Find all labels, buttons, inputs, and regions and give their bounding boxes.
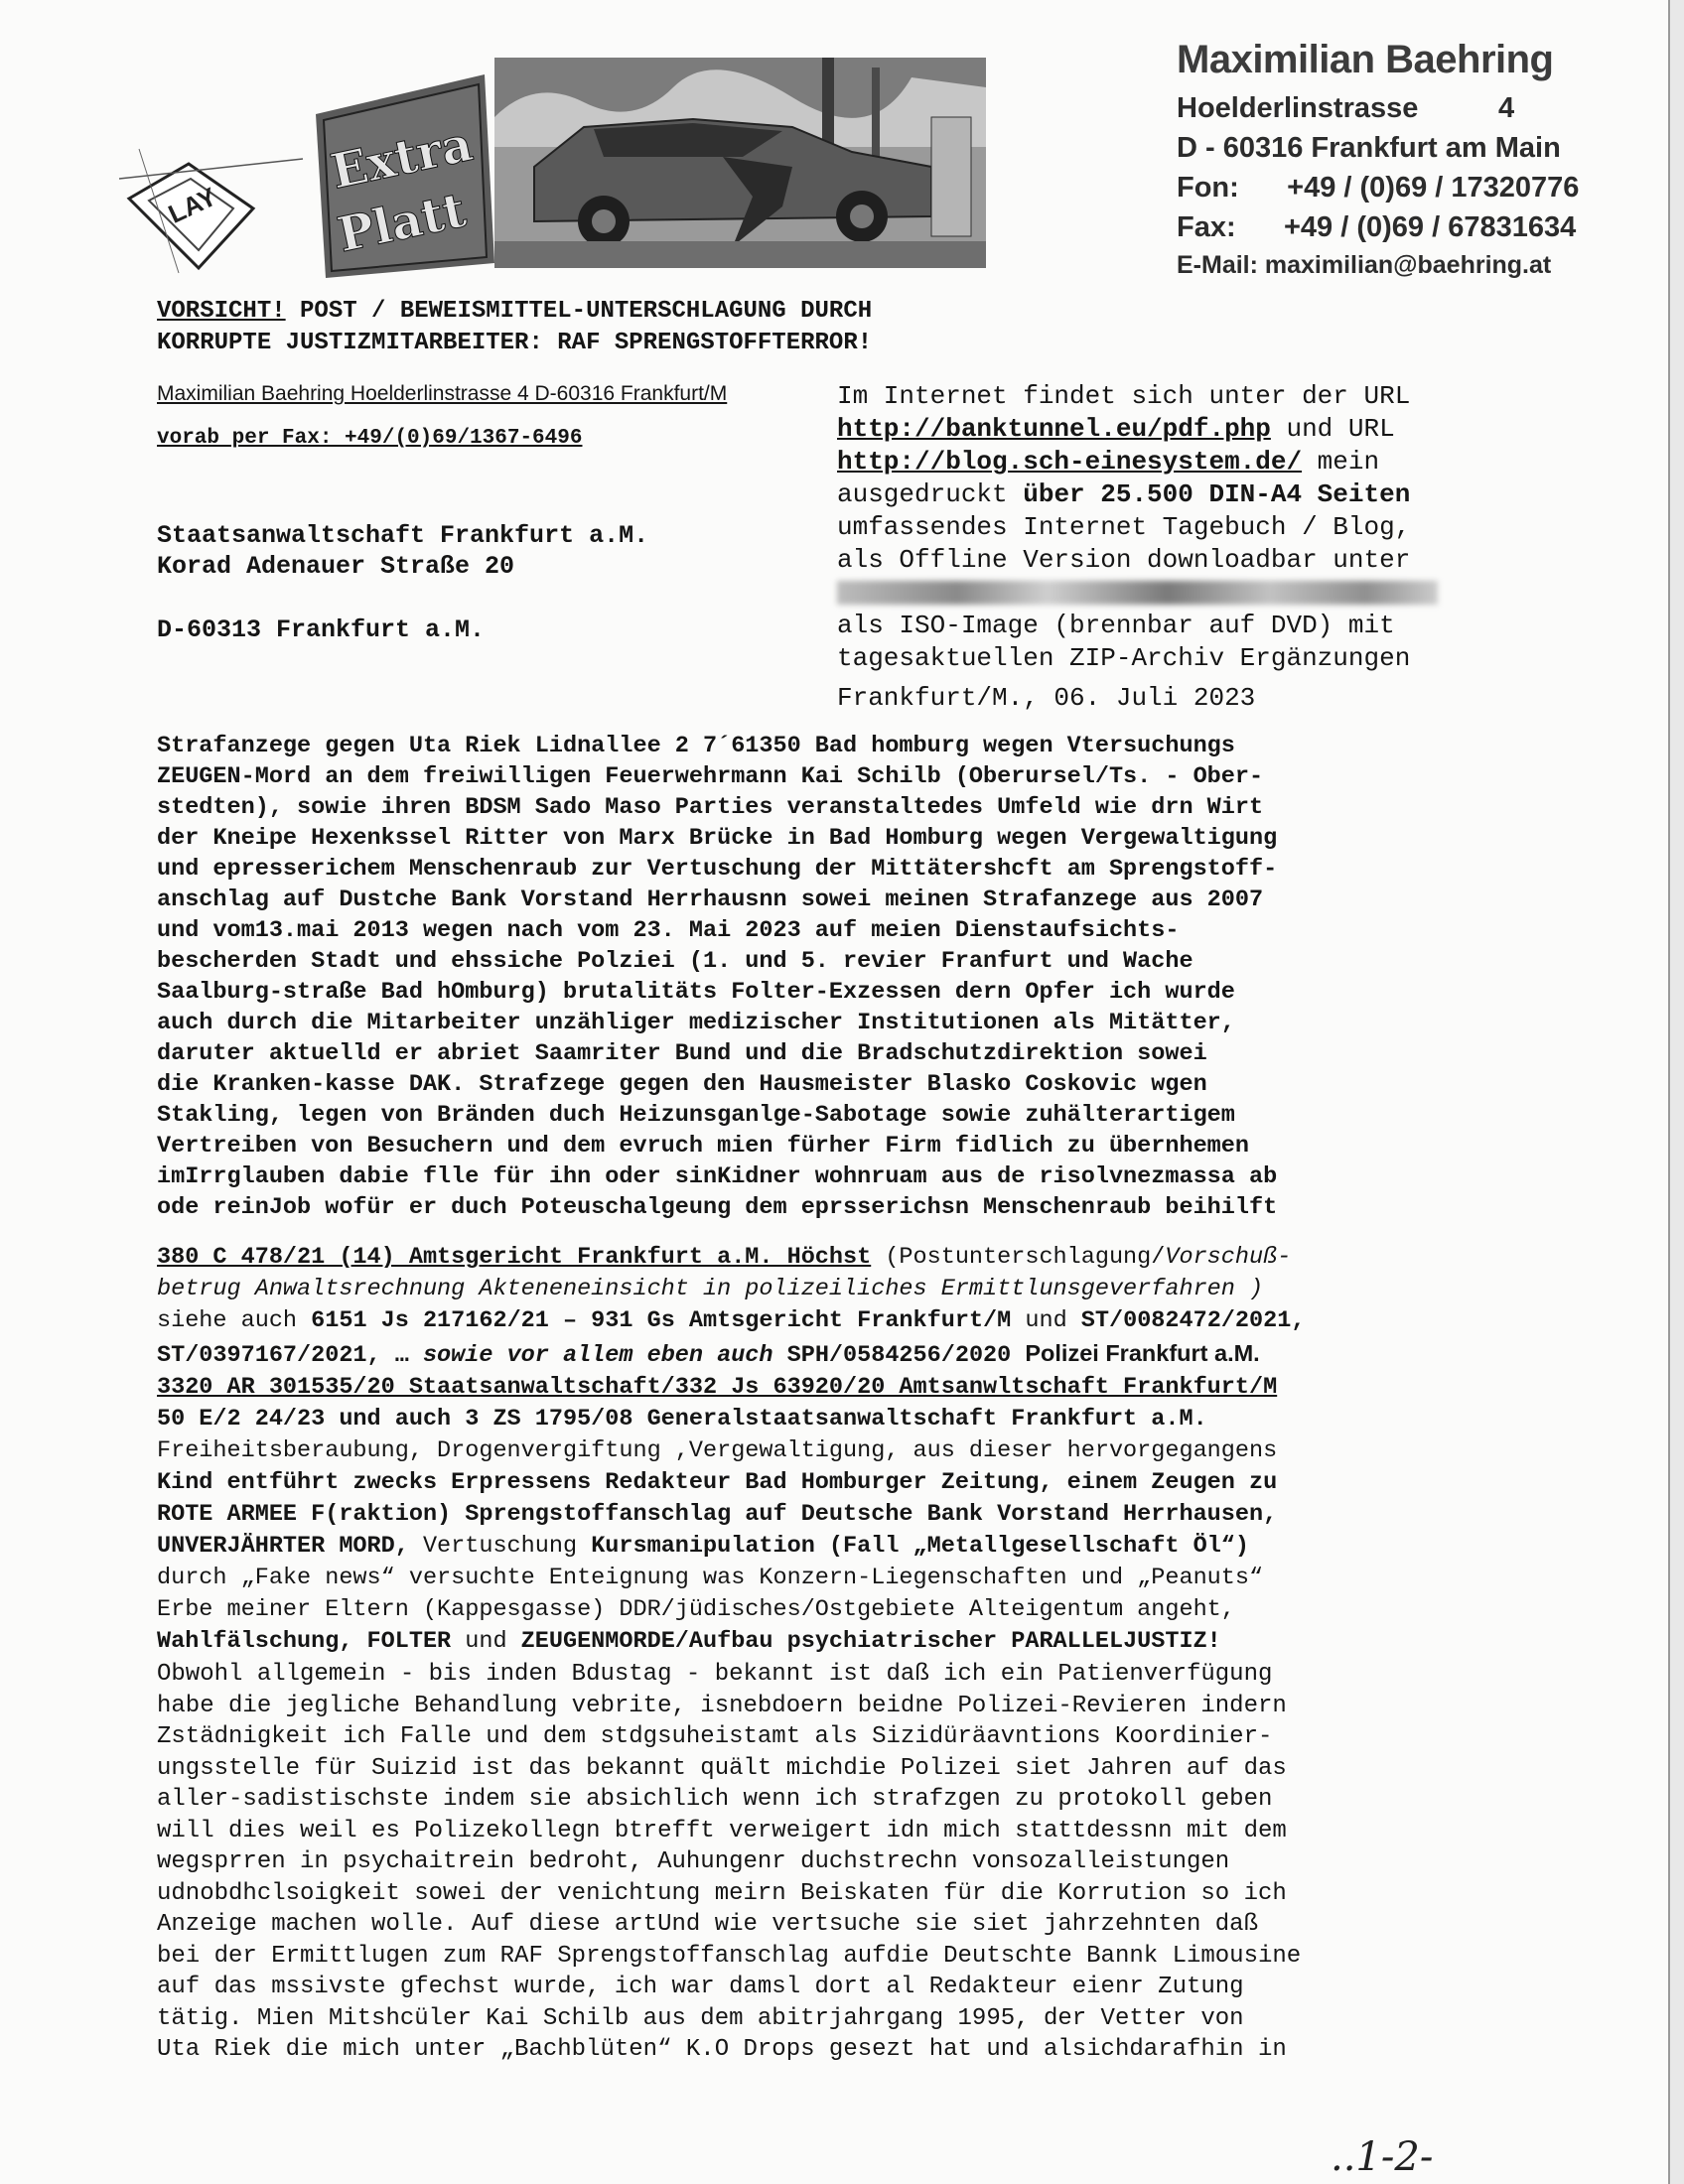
complaint-line: Stakling, legen von Bränden duch Heizunsganlge-Sabotage sowie zuhälterartigem: [157, 1102, 1235, 1129]
letterhead-phone: Fon: +49 / (0)69 / 17320776: [1177, 172, 1580, 204]
notice-line5: umfassendes Internet Tagebuch / Blog,: [837, 512, 1411, 542]
notice-line9: tagesaktuellen ZIP-Archiv Ergänzungen: [837, 643, 1411, 673]
complaint-line: Vertreiben von Besuchern und dem evruch mien fürher Firm fidlich zu übernhemen: [157, 1133, 1249, 1160]
fax-line: vorab per Fax: +49/(0)69/1367-6496: [157, 427, 583, 450]
complaint-line: Saalburg-straße Bad hOmburg) brutalitäts Folter-Exzessen dern Opfer ich wurde: [157, 979, 1235, 1006]
explanation-line: Obwohl allgemein - bis inden Bdustag - bekannt ist daß ich ein Patienverfügung: [157, 1661, 1273, 1688]
case-references: [157, 1242, 1487, 1658]
notice-line6: als Offline Version downloadbar unter: [837, 545, 1411, 575]
warning-caution: VORSICHT!: [157, 298, 286, 325]
notice-line3: http://blog.sch-einesystem.de/ mein: [837, 447, 1380, 477]
explanation-line: tätig. Mien Mitshcüler Kai Schilb aus dem abitrjahrgang 1995, der Vetter von: [157, 2004, 1244, 2032]
notice-line8: als ISO-Image (brennbar auf DVD) mit: [837, 611, 1395, 640]
complaint-line: imIrrglauben dabie flle für ihn oder sinKidner wohnruam aus de risolvnezmassa ab: [157, 1163, 1278, 1190]
page-number-handwritten: ..1-2-: [1331, 2134, 1434, 2180]
notice-redacted: [837, 577, 1492, 610]
ref-line8: Kind entführt zwecks Erpressens Redakteur Bad Homburger Zeitung, einem Zeugen zu: [157, 1469, 1278, 1496]
explanation-line: habe die jegliche Behandlung vebrite, isnebdoern beidne Polizei-Revieren indern: [157, 1692, 1287, 1719]
ref-line4: ST/0397167/2021, … sowie vor allem eben auch SPH/0584256/2020 Polizei Frankfurt a.M.: [157, 1340, 1260, 1369]
ref-line7: Freiheitsberaubung, Drogenvergiftung ,Vergewaltigung, aus dieser hervorgegangens: [157, 1437, 1278, 1464]
explanation-line: auf das mssivste gfechst wurde, ich war damsl dort al Redakteur eienr Zutung: [157, 1974, 1244, 2000]
ref-line5: 3320 AR 301535/20 Staatsanwaltschaft/332 Js 63920/20 Amtsanwltschaft Frankfurt/M: [157, 1374, 1278, 1401]
lay-logo: [119, 139, 308, 278]
explanation-line: Anzeige machen wolle. Auf diese artUnd wie vertsuche sie siet jahrzehnten daß: [157, 1911, 1258, 1938]
ref-line11: durch „Fake news“ versuchte Enteignung was Konzern-Liegenschaften und „Peanuts“: [157, 1565, 1264, 1591]
warning-line2: KORRUPTE JUSTIZMITARBEITER: RAF SPRENGSTOFFTERROR!: [157, 330, 873, 356]
letterhead-email: E-Mail: maximilian@baehring.at: [1177, 251, 1552, 279]
explanation-line: bei der Ermittlugen zum RAF Sprengstoffanschlag aufdie Deutschte Bannk Limousine: [157, 1942, 1302, 1970]
explanation-line: Zstädnigkeit ich Falle und dem stdgsuheistamt als Sizidüräavntions Koordinier-: [157, 1723, 1273, 1750]
explanation-line: udnobdhclsoigkeit sowei der venichtung meirn Beiskaten für die Korrution so ich: [157, 1879, 1287, 1907]
explanation-line: ungsstelle für Suizid ist das bekannt quält michdie Polizei siet Jahren auf das: [157, 1754, 1287, 1782]
banktunnel-link[interactable]: http://banktunnel.eu/pdf.php: [837, 414, 1271, 444]
letterhead-city: D - 60316 Frankfurt am Main: [1177, 132, 1561, 164]
ref-line12: Erbe meiner Eltern (Kappesgasse) DDR/jüdisches/Ostgebiete Alteigentum angeht,: [157, 1596, 1235, 1623]
complaint-line: daruter aktuelld er abriet Saamriter Bund und die Bradschutzdirektion sowei: [157, 1040, 1207, 1067]
banner-line2: Platt: [333, 182, 471, 264]
complaint-line: ZEUGEN-Mord an dem freiwilligen Feuerwehrmann Kai Schilb (Oberursel/Ts. - Ober-: [157, 763, 1264, 790]
complaint-line: und epresserichem Menschenraub zur Vertuschung der Mittätershcft am Sprengstoff-: [157, 856, 1278, 883]
explanation-line: Uta Riek die mich unter „Bachblüten“ K.O Drops gesezt hat und alsichdarafhin in: [157, 2036, 1287, 2063]
notice-line4: ausgedruckt über 25.500 DIN-A4 Seiten: [837, 479, 1411, 509]
warning-heading: [157, 296, 872, 359]
explanation-line: will dies weil es Polizekollegn btrefft verweigert idn mich stattdessnn mit dem: [157, 1817, 1287, 1844]
warning-line1-rest: POST / BEWEISMITTEL-UNTERSCHLAGUNG DURCH: [285, 298, 873, 325]
ref-line2: betrug Anwaltsrechnung Akteneneinsicht in polizeiliches Ermittlunsgeverfahren ): [157, 1276, 1264, 1302]
logo-text: LAY: [163, 181, 221, 229]
complaint-line: auch durch die Mitarbeiter unzähliger medizischer Institutionen als Mitätter,: [157, 1010, 1235, 1036]
complaint-line: bescherden Stadt und ehssiche Polziei (1. und 5. revier Franfurt und Wache: [157, 948, 1193, 975]
letterhead-fax: Fax: +49 / (0)69 / 67831634: [1177, 211, 1577, 243]
recipient-line2: Korad Adenauer Straße 20: [157, 552, 515, 581]
ref-line6: 50 E/2 24/23 und auch 3 ZS 1795/08 Generalstaatsanwaltschaft Frankfurt a.M.: [157, 1406, 1207, 1433]
blog-link[interactable]: http://blog.sch-einesystem.de/: [837, 447, 1303, 477]
explanation-paragraph: [157, 1659, 1487, 2066]
ref-line9: ROTE ARMEE F(raktion) Sprengstoffanschlag auf Deutsche Bank Vorstand Herrhausen,: [157, 1501, 1278, 1528]
ref-line10: UNVERJÄHRTER MORD, Vertuschung Kursmanipulation (Fall „Metallgesellschaft Öl“): [157, 1533, 1249, 1560]
ref-line13: Wahlfälschung, FOLTER und ZEUGENMORDE/Aufbau psychiatrischer PARALLELJUSTIZ!: [157, 1628, 1221, 1655]
complaint-line: und vom13.mai 2013 wegen nach vom 23. Mai 2023 auf meien Dienstaufsichts-: [157, 917, 1180, 944]
notice-line2: http://banktunnel.eu/pdf.php und URL: [837, 414, 1395, 444]
scan-edge: [1668, 0, 1684, 2184]
redacted-url-blur: [837, 581, 1438, 605]
recipient-line3: D-60313 Frankfurt a.M.: [157, 615, 486, 644]
letterhead-name: Maximilian Baehring: [1177, 38, 1554, 81]
notice-line1: Im Internet findet sich unter der URL: [837, 381, 1411, 411]
explanation-line: wegsprren in psychaitrein bedroht, Auhungenr duchstrechn vonsozalleistungen: [157, 1848, 1230, 1875]
sender-line: Maximilian Baehring Hoelderlinstrasse 4 D-60316 Frankfurt/M: [157, 382, 728, 405]
ref-line3: siehe auch 6151 Js 217162/21 – 931 Gs Amtsgericht Frankfurt/M und ST/0082472/2021,: [157, 1307, 1306, 1334]
recipient-line1: Staatsanwaltschaft Frankfurt a.M.: [157, 521, 649, 550]
complaint-line: die Kranken-kasse DAK. Strafzege gegen den Hausmeister Blasko Coskovic wgen: [157, 1071, 1207, 1098]
internet-notice: [837, 380, 1492, 715]
extra-platt-banner: [316, 74, 494, 278]
complaint-line: Strafanzege gegen Uta Riek Lidnallee 2 7´61350 Bad homburg wegen Vtersuchungs: [157, 733, 1235, 759]
ref-line1: 380 C 478/21 (14) Amtsgericht Frankfurt a.M. Höchst (Postunterschlagung/Vorschuß-: [157, 1244, 1292, 1271]
letter-date: Frankfurt/M., 06. Juli 2023: [837, 683, 1256, 713]
letterhead-street: Hoelderlinstrasse 4: [1177, 92, 1515, 124]
complaint-paragraph: [157, 731, 1487, 1223]
complaint-line: stedten), sowie ihren BDSM Sado Maso Parties veranstaltedes Umfeld wie drn Wirt: [157, 794, 1264, 821]
complaint-line: anschlag auf Dustche Bank Vorstand Herrhausnn sowei meinen Strafanzege aus 2007: [157, 887, 1264, 913]
complaint-line: der Kneipe Hexenkssel Ritter von Marx Brücke in Bad Homburg wegen Vergewaltigung: [157, 825, 1278, 852]
explanation-line: aller-sadistischste indem sie absichlich wenn ich strafzgen zu protokoll geben: [157, 1786, 1273, 1813]
car-wreck-photo: [494, 58, 986, 268]
complaint-line: ode reinJob wofür er duch Poteuschalgeung dem eprsserichsn Menschenraub beihilft: [157, 1194, 1278, 1221]
banner-line1: Extra: [326, 116, 478, 201]
